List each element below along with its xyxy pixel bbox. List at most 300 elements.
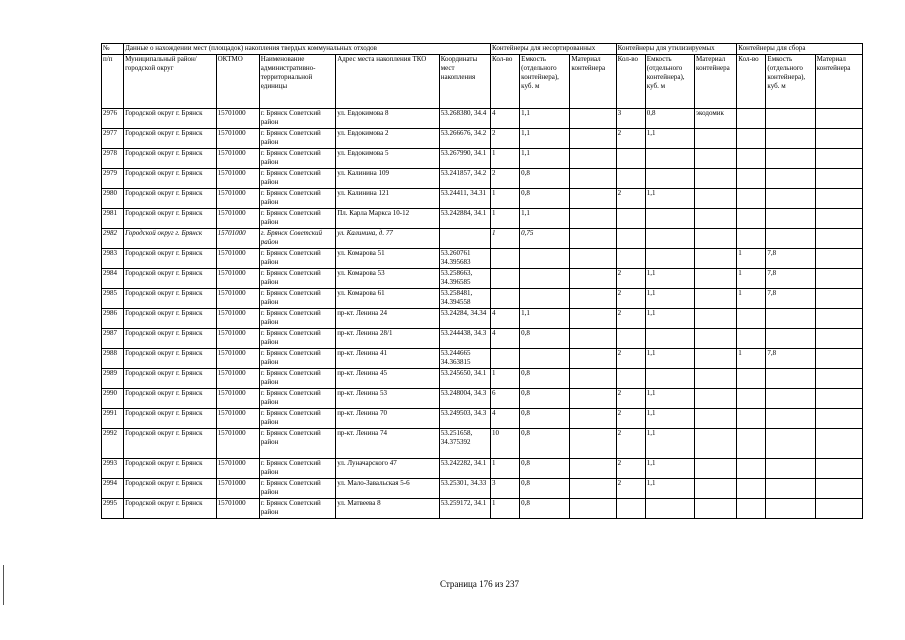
cell-address: ул. Мало-Завальская 5-6 [336, 479, 440, 499]
cell-address: ул. Калинина 109 [336, 169, 440, 189]
cell-address: ул. Матвеева 8 [336, 499, 440, 519]
cell-recyclable-capacity: 1,1 [645, 189, 694, 209]
header-collection-count: Кол-во [737, 55, 766, 109]
cell-unsorted-count: 1 [491, 149, 520, 169]
cell-unsorted-material [570, 129, 616, 149]
cell-unsorted-count: 2 [491, 129, 520, 149]
cell-unsorted-count: 1 [491, 229, 520, 249]
cell-address: пр-кт. Ленина 28/1 [336, 329, 440, 349]
cell-municipal: Городской округ г. Брянск [124, 369, 216, 389]
cell-collection-material [815, 429, 862, 459]
cell-recyclable-material [695, 409, 737, 429]
header-location-group: Данные о нахождении мест (площадок) накопления твердых коммунальных отходов [124, 44, 491, 55]
cell-municipal: Городской округ г. Брянск [124, 209, 216, 229]
cell-municipal: Городской округ г. Брянск [124, 479, 216, 499]
table-row [102, 479, 863, 499]
cell-recyclable-capacity [645, 229, 694, 249]
cell-recyclable-capacity: 1,1 [645, 309, 694, 329]
cell-admin-unit: г. Брянск Советский район [259, 269, 335, 289]
cell-collection-capacity: 7,8 [766, 269, 815, 289]
cell-num: 2986 [102, 309, 124, 329]
cell-unsorted-capacity: 1,1 [520, 149, 570, 169]
cell-collection-count [737, 149, 766, 169]
cell-collection-count [737, 429, 766, 459]
cell-recyclable-count [616, 209, 645, 229]
cell-address: пр-кт. Ленина 70 [336, 409, 440, 429]
cell-coords: 53.242282, 34.1 [439, 459, 490, 479]
cell-collection-count [737, 459, 766, 479]
cell-unsorted-count: 1 [491, 209, 520, 229]
cell-collection-capacity: 7,8 [766, 349, 815, 369]
cell-recyclable-capacity: 1,1 [645, 429, 694, 459]
cell-collection-capacity: 7,8 [766, 249, 815, 269]
cell-admin-unit: г. Брянск Советский район [259, 169, 335, 189]
cell-unsorted-material [570, 209, 616, 229]
cell-admin-unit: г. Брянск Советский район [259, 149, 335, 169]
cell-unsorted-count: 1 [491, 189, 520, 209]
cell-recyclable-material: экодомик [695, 109, 737, 129]
cell-collection-capacity [766, 369, 815, 389]
header-municipal: Муниципальный район/городской округ [124, 55, 216, 109]
cell-unsorted-capacity: 1,1 [520, 129, 570, 149]
cell-unsorted-count: 4 [491, 309, 520, 329]
margin-mark [3, 565, 4, 605]
cell-unsorted-material [570, 499, 616, 519]
cell-unsorted-capacity: 0,8 [520, 389, 570, 409]
cell-coords: 53.267990, 34.1 [439, 149, 490, 169]
cell-collection-count [737, 329, 766, 349]
cell-municipal: Городской округ г. Брянск [124, 129, 216, 149]
cell-recyclable-count: 2 [616, 409, 645, 429]
cell-num: 2994 [102, 479, 124, 499]
cell-recyclable-count: 2 [616, 129, 645, 149]
cell-address: ул. Евдокимова 5 [336, 149, 440, 169]
cell-recyclable-count: 2 [616, 269, 645, 289]
cell-num: 2981 [102, 209, 124, 229]
cell-recyclable-material [695, 329, 737, 349]
cell-admin-unit: г. Брянск Советский район [259, 229, 335, 249]
cell-recyclable-material [695, 349, 737, 369]
cell-unsorted-count: 4 [491, 109, 520, 129]
cell-collection-count: 1 [737, 249, 766, 269]
table-row [102, 499, 863, 519]
cell-address: пр-кт. Ленина 45 [336, 369, 440, 389]
cell-oktmo: 15701000 [216, 409, 259, 429]
cell-collection-capacity [766, 429, 815, 459]
cell-recyclable-material [695, 479, 737, 499]
cell-unsorted-count: 1 [491, 499, 520, 519]
cell-recyclable-capacity [645, 329, 694, 349]
cell-recyclable-capacity [645, 499, 694, 519]
table-row [102, 189, 863, 209]
cell-num: 2977 [102, 129, 124, 149]
cell-collection-capacity [766, 459, 815, 479]
cell-unsorted-count: 6 [491, 389, 520, 409]
table-row [102, 429, 863, 459]
cell-recyclable-count [616, 329, 645, 349]
cell-recyclable-capacity: 1,1 [645, 409, 694, 429]
cell-municipal: Городской округ г. Брянск [124, 149, 216, 169]
cell-oktmo: 15701000 [216, 479, 259, 499]
table-row [102, 129, 863, 149]
cell-num: 2985 [102, 289, 124, 309]
cell-oktmo: 15701000 [216, 499, 259, 519]
cell-coords: 53.245650, 34.1 [439, 369, 490, 389]
cell-recyclable-capacity: 1,1 [645, 129, 694, 149]
cell-recyclable-capacity [645, 149, 694, 169]
cell-unsorted-count [491, 289, 520, 309]
header-collection-group: Контейнеры для сбора [737, 44, 863, 55]
cell-coords: 53.244438, 34.3 [439, 329, 490, 349]
cell-admin-unit: г. Брянск Советский район [259, 189, 335, 209]
cell-address: пр-кт. Ленина 74 [336, 429, 440, 459]
cell-unsorted-capacity [520, 269, 570, 289]
header-num-sub: п/п [102, 55, 124, 109]
cell-oktmo: 15701000 [216, 389, 259, 409]
cell-unsorted-count: 4 [491, 409, 520, 429]
cell-recyclable-count [616, 229, 645, 249]
cell-coords: 53.251658, 34.375392 [439, 429, 490, 459]
cell-oktmo: 15701000 [216, 459, 259, 479]
cell-collection-capacity [766, 229, 815, 249]
cell-unsorted-count: 3 [491, 479, 520, 499]
header-recyclable-count: Кол-во [616, 55, 645, 109]
header-oktmo: ОКТМО [216, 55, 259, 109]
table-row [102, 109, 863, 129]
cell-collection-capacity [766, 129, 815, 149]
cell-admin-unit: г. Брянск Советский район [259, 109, 335, 129]
cell-unsorted-capacity: 0,75 [520, 229, 570, 249]
cell-recyclable-material [695, 369, 737, 389]
cell-recyclable-capacity [645, 249, 694, 269]
cell-num: 2992 [102, 429, 124, 459]
header-collection-material: Материал контейнера [815, 55, 862, 109]
cell-collection-count [737, 389, 766, 409]
cell-num: 2991 [102, 409, 124, 429]
cell-recyclable-count: 2 [616, 459, 645, 479]
cell-address: Пл. Карла Маркса 10-12 [336, 209, 440, 229]
cell-collection-count [737, 109, 766, 129]
cell-municipal: Городской округ г. Брянск [124, 389, 216, 409]
cell-recyclable-capacity: 1,1 [645, 269, 694, 289]
cell-unsorted-material [570, 389, 616, 409]
cell-coords: 53.268380, 34.4 [439, 109, 490, 129]
cell-coords: 53.249503, 34.3 [439, 409, 490, 429]
cell-recyclable-capacity [645, 209, 694, 229]
cell-municipal: Городской округ г. Брянск [124, 329, 216, 349]
cell-unsorted-count: 10 [491, 429, 520, 459]
cell-unsorted-capacity [520, 289, 570, 309]
cell-recyclable-capacity: 0,8 [645, 109, 694, 129]
cell-collection-capacity [766, 169, 815, 189]
cell-admin-unit: г. Брянск Советский район [259, 289, 335, 309]
cell-unsorted-material [570, 349, 616, 369]
cell-collection-material [815, 189, 862, 209]
cell-unsorted-capacity: 0,8 [520, 429, 570, 459]
cell-unsorted-material [570, 409, 616, 429]
cell-oktmo: 15701000 [216, 249, 259, 269]
cell-collection-material [815, 269, 862, 289]
cell-unsorted-material [570, 149, 616, 169]
cell-recyclable-count: 2 [616, 479, 645, 499]
cell-recyclable-count [616, 499, 645, 519]
cell-unsorted-capacity: 0,8 [520, 369, 570, 389]
waste-sites-table [101, 43, 863, 519]
cell-address: ул. Комарова 51 [336, 249, 440, 269]
cell-collection-material [815, 109, 862, 129]
cell-unsorted-capacity: 0,8 [520, 499, 570, 519]
cell-municipal: Городской округ г. Брянск [124, 429, 216, 459]
cell-oktmo: 15701000 [216, 129, 259, 149]
cell-recyclable-count [616, 249, 645, 269]
cell-address: ул. Комарова 61 [336, 289, 440, 309]
cell-oktmo: 15701000 [216, 329, 259, 349]
cell-unsorted-count [491, 349, 520, 369]
cell-num: 2993 [102, 459, 124, 479]
cell-unsorted-capacity: 0,8 [520, 189, 570, 209]
cell-collection-capacity [766, 499, 815, 519]
cell-collection-material [815, 499, 862, 519]
header-unsorted-group: Контейнеры для несортированных [491, 44, 617, 55]
cell-coords: 53.244665 34.363815 [439, 349, 490, 369]
cell-collection-count: 1 [737, 269, 766, 289]
cell-recyclable-material [695, 129, 737, 149]
cell-num: 2982 [102, 229, 124, 249]
cell-collection-count [737, 129, 766, 149]
cell-municipal: Городской округ г. Брянск [124, 269, 216, 289]
header-admin-unit: Наименование административно-территориальной единицы [259, 55, 335, 109]
table-row [102, 389, 863, 409]
cell-unsorted-material [570, 479, 616, 499]
cell-collection-count [737, 369, 766, 389]
cell-oktmo: 15701000 [216, 169, 259, 189]
cell-recyclable-count [616, 169, 645, 189]
cell-collection-material [815, 289, 862, 309]
cell-admin-unit: г. Брянск Советский район [259, 409, 335, 429]
cell-unsorted-capacity: 0,8 [520, 459, 570, 479]
cell-num: 2978 [102, 149, 124, 169]
cell-oktmo: 15701000 [216, 109, 259, 129]
cell-num: 2988 [102, 349, 124, 369]
cell-collection-material [815, 389, 862, 409]
cell-address: пр-кт. Ленина 41 [336, 349, 440, 369]
cell-admin-unit: г. Брянск Советский район [259, 349, 335, 369]
cell-recyclable-material [695, 229, 737, 249]
cell-recyclable-count: 2 [616, 309, 645, 329]
cell-municipal: Городской округ г. Брянск [124, 349, 216, 369]
cell-admin-unit: г. Брянск Советский район [259, 479, 335, 499]
cell-admin-unit: г. Брянск Советский район [259, 499, 335, 519]
cell-unsorted-material [570, 229, 616, 249]
header-unsorted-count: Кол-во [491, 55, 520, 109]
cell-collection-material [815, 329, 862, 349]
table-row [102, 369, 863, 389]
cell-num: 2983 [102, 249, 124, 269]
cell-collection-material [815, 369, 862, 389]
cell-unsorted-material [570, 289, 616, 309]
cell-unsorted-count [491, 249, 520, 269]
cell-oktmo: 15701000 [216, 349, 259, 369]
cell-collection-count [737, 499, 766, 519]
cell-collection-material [815, 149, 862, 169]
page-number: Страница 176 из 237 [440, 579, 519, 589]
cell-coords [439, 229, 490, 249]
cell-oktmo: 15701000 [216, 149, 259, 169]
cell-address: ул. Луначарского 47 [336, 459, 440, 479]
cell-municipal: Городской округ г. Брянск [124, 109, 216, 129]
cell-municipal: Городской округ г. Брянск [124, 309, 216, 329]
cell-num: 2976 [102, 109, 124, 129]
cell-collection-count [737, 479, 766, 499]
cell-collection-material [815, 169, 862, 189]
cell-municipal: Городской округ г. Брянск [124, 229, 216, 249]
cell-municipal: Городской округ г. Брянск [124, 289, 216, 309]
cell-num: 2979 [102, 169, 124, 189]
cell-oktmo: 15701000 [216, 269, 259, 289]
cell-oktmo: 15701000 [216, 229, 259, 249]
table-row [102, 409, 863, 429]
cell-num: 2995 [102, 499, 124, 519]
cell-recyclable-material [695, 459, 737, 479]
cell-coords: 53.248004, 34.3 [439, 389, 490, 409]
cell-collection-capacity [766, 409, 815, 429]
cell-unsorted-count [491, 269, 520, 289]
cell-admin-unit: г. Брянск Советский район [259, 429, 335, 459]
cell-recyclable-material [695, 499, 737, 519]
cell-recyclable-count: 2 [616, 349, 645, 369]
cell-municipal: Городской округ г. Брянск [124, 189, 216, 209]
cell-num: 2984 [102, 269, 124, 289]
cell-recyclable-material [695, 189, 737, 209]
cell-municipal: Городской округ г. Брянск [124, 459, 216, 479]
cell-oktmo: 15701000 [216, 309, 259, 329]
header-unsorted-material: Материал контейнера [570, 55, 616, 109]
cell-recyclable-material [695, 269, 737, 289]
cell-collection-count [737, 189, 766, 209]
cell-recyclable-material [695, 309, 737, 329]
table-row [102, 269, 863, 289]
cell-oktmo: 15701000 [216, 289, 259, 309]
cell-coords: 53.241857, 34.2 [439, 169, 490, 189]
cell-collection-material [815, 249, 862, 269]
cell-unsorted-count: 4 [491, 329, 520, 349]
cell-address: ул. Евдокимова 2 [336, 129, 440, 149]
cell-collection-capacity [766, 109, 815, 129]
cell-municipal: Городской округ г. Брянск [124, 499, 216, 519]
cell-recyclable-material [695, 289, 737, 309]
header-address: Адрес места накопления ТКО [336, 55, 440, 109]
cell-num: 2989 [102, 369, 124, 389]
cell-admin-unit: г. Брянск Советский район [259, 459, 335, 479]
cell-collection-capacity [766, 309, 815, 329]
cell-recyclable-capacity: 1,1 [645, 289, 694, 309]
cell-recyclable-material [695, 389, 737, 409]
cell-collection-count [737, 309, 766, 329]
cell-municipal: Городской округ г. Брянск [124, 409, 216, 429]
header-unsorted-capacity: Емкость (отдельного контейнера), куб. м [520, 55, 570, 109]
cell-recyclable-material [695, 209, 737, 229]
cell-unsorted-count: 1 [491, 369, 520, 389]
cell-oktmo: 15701000 [216, 429, 259, 459]
cell-num: 2990 [102, 389, 124, 409]
header-coords: Координаты мест накопления [439, 55, 490, 109]
cell-unsorted-count: 1 [491, 459, 520, 479]
cell-admin-unit: г. Брянск Советский район [259, 249, 335, 269]
table-row [102, 169, 863, 189]
table-row [102, 349, 863, 369]
cell-admin-unit: г. Брянск Советский район [259, 209, 335, 229]
cell-recyclable-count: 2 [616, 189, 645, 209]
cell-oktmo: 15701000 [216, 369, 259, 389]
cell-coords: 53.259172, 34.1 [439, 499, 490, 519]
cell-coords: 53.266676, 34.2 [439, 129, 490, 149]
header-recyclable-capacity: Емкость (отдельного контейнера), куб. м [645, 55, 694, 109]
cell-oktmo: 15701000 [216, 189, 259, 209]
cell-coords: 53.24411, 34.31 [439, 189, 490, 209]
cell-unsorted-material [570, 429, 616, 459]
cell-collection-count [737, 229, 766, 249]
cell-unsorted-material [570, 169, 616, 189]
cell-recyclable-material [695, 169, 737, 189]
cell-recyclable-count: 2 [616, 389, 645, 409]
cell-address: ул. Калинина, д. 77 [336, 229, 440, 249]
table-row [102, 229, 863, 249]
cell-unsorted-capacity: 0,8 [520, 169, 570, 189]
cell-collection-capacity [766, 209, 815, 229]
cell-unsorted-count: 2 [491, 169, 520, 189]
cell-unsorted-capacity: 1,1 [520, 309, 570, 329]
cell-address: пр-кт. Ленина 53 [336, 389, 440, 409]
cell-unsorted-capacity: 1,1 [520, 209, 570, 229]
cell-recyclable-capacity: 1,1 [645, 459, 694, 479]
cell-collection-count [737, 209, 766, 229]
cell-recyclable-material [695, 249, 737, 269]
cell-recyclable-capacity [645, 169, 694, 189]
cell-unsorted-material [570, 249, 616, 269]
cell-unsorted-capacity [520, 349, 570, 369]
cell-collection-material [815, 229, 862, 249]
cell-coords: 53.242884, 34.1 [439, 209, 490, 229]
cell-unsorted-material [570, 309, 616, 329]
cell-recyclable-capacity: 1,1 [645, 349, 694, 369]
cell-collection-material [815, 129, 862, 149]
cell-unsorted-capacity: 1,1 [520, 109, 570, 129]
cell-admin-unit: г. Брянск Советский район [259, 389, 335, 409]
cell-recyclable-capacity [645, 369, 694, 389]
cell-coords: 53.25301, 34.33 [439, 479, 490, 499]
cell-coords: 53.24284, 34.34 [439, 309, 490, 329]
cell-oktmo: 15701000 [216, 209, 259, 229]
cell-recyclable-count: 2 [616, 429, 645, 459]
cell-recyclable-count [616, 149, 645, 169]
cell-recyclable-capacity: 1,1 [645, 389, 694, 409]
cell-unsorted-capacity [520, 249, 570, 269]
cell-collection-material [815, 209, 862, 229]
cell-collection-capacity [766, 479, 815, 499]
cell-municipal: Городской округ г. Брянск [124, 249, 216, 269]
cell-municipal: Городской округ г. Брянск [124, 169, 216, 189]
cell-unsorted-capacity: 0,8 [520, 479, 570, 499]
cell-recyclable-count [616, 369, 645, 389]
cell-admin-unit: г. Брянск Советский район [259, 329, 335, 349]
cell-unsorted-material [570, 329, 616, 349]
cell-recyclable-count: 2 [616, 289, 645, 309]
cell-coords: 53.258663, 34.396585 [439, 269, 490, 289]
cell-admin-unit: г. Брянск Советский район [259, 369, 335, 389]
cell-address: ул. Евдокимова 8 [336, 109, 440, 129]
table-row [102, 309, 863, 329]
header-num: № [102, 44, 124, 55]
